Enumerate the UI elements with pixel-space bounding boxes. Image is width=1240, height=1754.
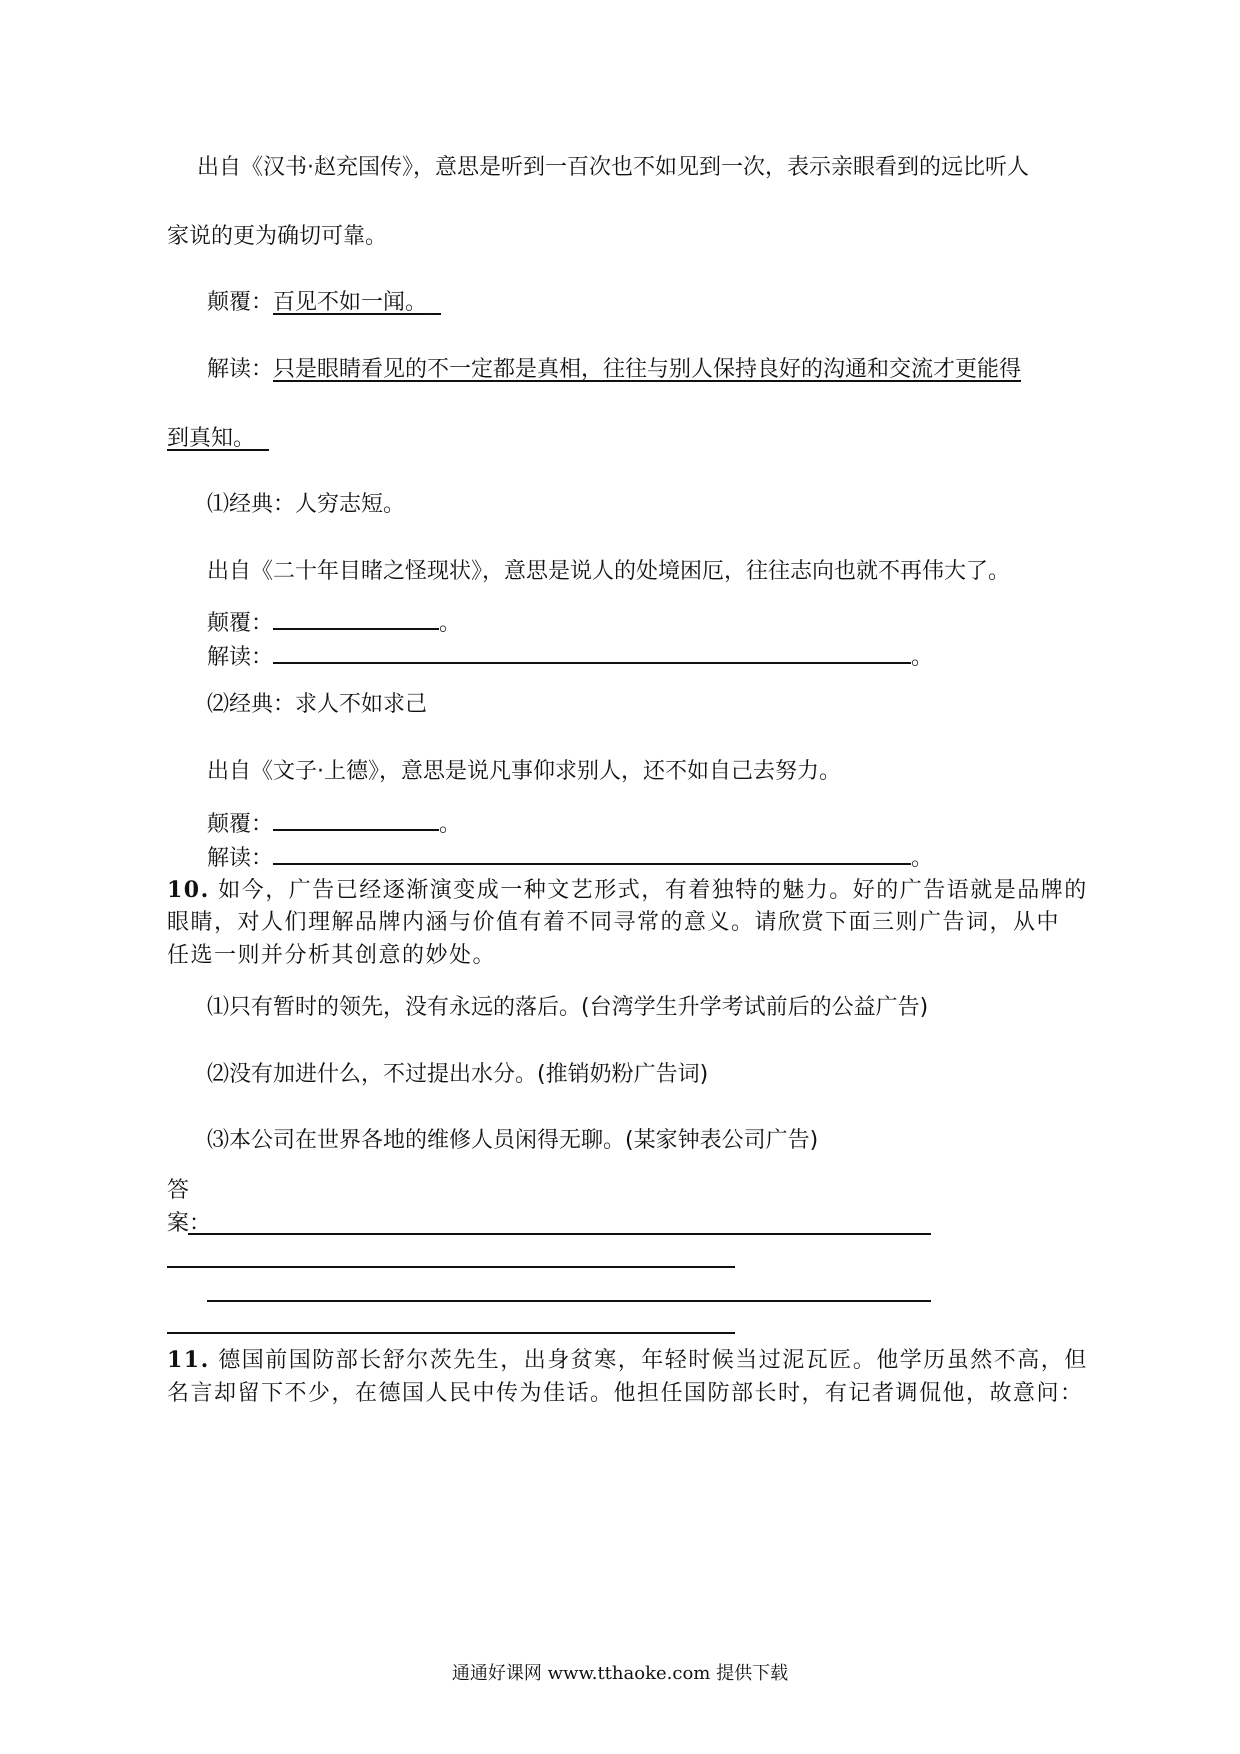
q10-line2: 眼睛，对人们理解品牌内涵与价值有着不同寻常的意义。请欣赏下面三则广告词，从中 — [167, 910, 1061, 935]
item1-subvert-label: 颠覆： — [207, 611, 274, 636]
item2-interpret: 解读： 。 — [207, 841, 933, 874]
prev-subvert — [207, 288, 441, 318]
q11-line2: 名言却留下不少，在德国人民中传为佳话。他担任国防部长时，有记者调侃他，故意问： — [167, 1381, 1084, 1406]
item2-source: 出自《文子·上德》，意思是说凡事仰求别人，还不如自己去努力。 — [207, 759, 841, 784]
interpret-answer-line2: 到真知。 — [167, 426, 256, 451]
q10-line1: 10. 如今，广告已经逐渐演变成一种文艺形式，有着独特的魅力。好的广告语就是品牌的 — [167, 877, 1088, 903]
item2-subvert: 颠覆： 。 — [207, 807, 461, 840]
item2-subvert-label: 颠覆： — [207, 812, 274, 837]
page-footer: 通通好课网 www.tthaoke.com 提供下载 — [451, 1663, 789, 1684]
item1-interpret: 解读： 。 — [207, 640, 933, 673]
item2-subvert-blank[interactable] — [273, 807, 439, 831]
item2-classic — [207, 690, 427, 720]
item2-interpret-label: 解读： — [207, 846, 274, 871]
prev-source-line2: 家说的更为确切可靠。 — [167, 224, 388, 249]
q10-answer-char1: 答 — [167, 1178, 190, 1203]
prev-interpret-line2 — [167, 424, 269, 454]
item2-interpret-blank[interactable] — [273, 841, 911, 865]
item1-subvert-blank[interactable] — [273, 606, 439, 630]
item1-classic-label: ⑴经典： — [207, 492, 296, 517]
q10-answer-line4[interactable] — [167, 1332, 735, 1334]
q10-number: 10. — [167, 877, 210, 903]
item1-classic — [207, 490, 405, 520]
item1-interpret-label: 解读： — [207, 645, 274, 670]
q10-answer-line1[interactable] — [188, 1233, 931, 1235]
item1-subvert: 颠覆： 。 — [207, 606, 461, 639]
q10-ad3: ⑶本公司在世界各地的维修人员闲得无聊。(某家钟表公司广告) — [207, 1128, 819, 1153]
q10-ad1: ⑴只有暂时的领先，没有永远的落后。(台湾学生升学考试前后的公益广告) — [207, 995, 929, 1020]
item1-classic-text: 人穷志短。 — [295, 492, 406, 517]
prev-interpret-line1 — [207, 355, 1021, 385]
subvert-answer: 百见不如一闻。 — [273, 290, 428, 315]
q10-answer-line3[interactable] — [207, 1300, 931, 1302]
q11-line1: 11. 德国前国防部长舒尔茨先生，出身贫寒，年轻时候当过泥瓦匠。他学历虽然不高，但 — [167, 1347, 1088, 1373]
prev-source-line1: 出自《汉书·赵充国传》，意思是听到一百次也不如见到一次，表示亲眼看到的远比听人 — [197, 155, 1029, 180]
item1-interpret-blank[interactable] — [273, 640, 911, 664]
interpret-label: 解读： — [207, 357, 274, 382]
item1-source: 出自《二十年目睹之怪现状》，意思是说人的处境困厄，往往志向也就不再伟大了。 — [207, 559, 1011, 584]
q10-line3: 任选一则并分析其创意的妙处。 — [167, 943, 497, 968]
interpret-answer-line1: 只是眼睛看见的不一定都是真相，往往与别人保持良好的沟通和交流才更能得 — [273, 357, 1022, 382]
item2-classic-text: 求人不如求己 — [295, 692, 428, 717]
subvert-label: 颠覆： — [207, 290, 274, 315]
item2-classic-label: ⑵经典： — [207, 692, 296, 717]
q10-ad2: ⑵没有加进什么，不过提出水分。(推销奶粉广告词) — [207, 1062, 709, 1087]
q10-answer-char2: 案： — [167, 1211, 212, 1236]
q10-answer-line2[interactable] — [167, 1266, 735, 1268]
q11-number: 11. — [167, 1347, 210, 1373]
